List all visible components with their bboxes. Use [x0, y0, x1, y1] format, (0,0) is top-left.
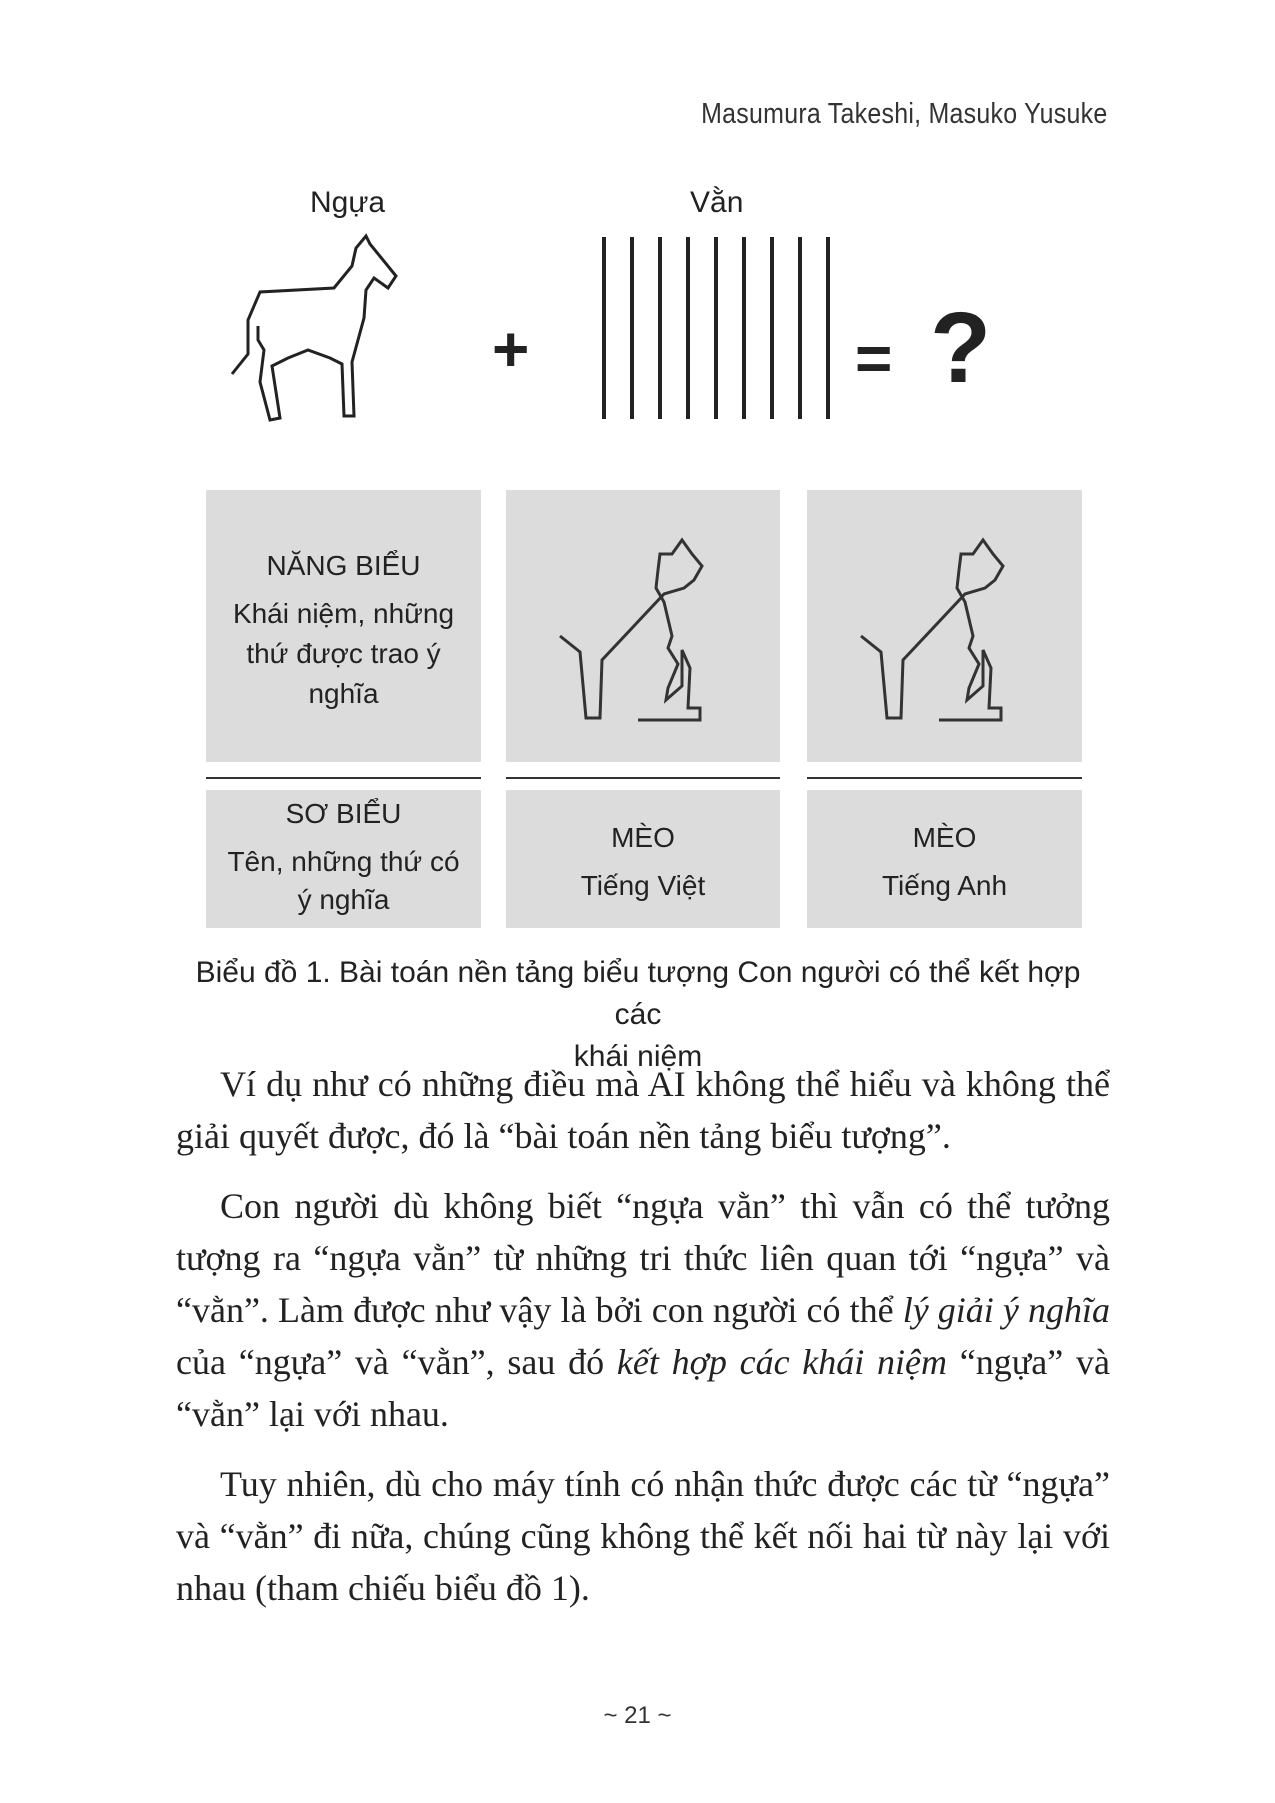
paragraph-text: của “ngựa” và “vằn”, sau đó — [176, 1342, 617, 1382]
caption-line: Biểu đồ 1. Bài toán nền tảng biểu tượng Con người có thể kết hợp các — [195, 956, 1081, 1031]
paragraph-text: “ngựa” và “vằn” lại với nhau. — [176, 1342, 1110, 1434]
plus-sign: + — [492, 313, 530, 385]
signifier-title: SƠ BIỂU — [285, 798, 402, 829]
divider-line — [807, 777, 1082, 779]
cat-en-box — [807, 790, 1082, 928]
cat-icon — [506, 490, 780, 762]
divider-line — [206, 777, 481, 779]
cat-vi-box — [506, 790, 780, 928]
page-number: ~ 21 ~ — [603, 1702, 672, 1729]
stripes-illustration — [602, 237, 830, 419]
cat-vi-language: Tiếng Việt — [580, 870, 706, 901]
horse-illustration — [228, 230, 458, 430]
stripes-label: Vằn — [690, 186, 744, 219]
paragraph-2 — [176, 1180, 1110, 1440]
signifier-desc-2: ý nghĩa — [297, 884, 390, 915]
cat-image-box-1 — [506, 490, 780, 762]
equals-sign: = — [855, 322, 893, 394]
cat-en-word: MÈO — [912, 822, 977, 853]
cat-vi-word: MÈO — [611, 822, 675, 853]
caption-line: khái niệm — [573, 1040, 703, 1073]
question-mark: ? — [930, 292, 992, 404]
emphasis-text: kết hợp các khái niệm — [616, 1342, 948, 1382]
signified-desc-1: Khái niệm, những — [232, 598, 455, 629]
signifier-box — [206, 790, 481, 928]
signified-desc-3: nghĩa — [308, 678, 379, 709]
paragraph-1: Ví dụ như có những điều mà AI không thể hiểu và không thể giải quyết được, đó là “bài toán nền tảng biểu tượng”. — [176, 1064, 1110, 1156]
divider-line — [506, 777, 780, 779]
signified-box — [206, 490, 481, 762]
running-header: Masumura Takeshi, Masuko Yusuke — [700, 98, 1107, 130]
paragraph-3: Tuy nhiên, dù cho máy tính có nhận thức được các từ “ngựa” và “vằn” đi nữa, chúng cũng không thể kết nối hai từ này lại với nhau (tham chiếu biểu đồ 1). — [176, 1464, 1110, 1608]
emphasis-text: lý giải ý nghĩa — [902, 1290, 1110, 1330]
paragraph-text: Con người dù không biết “ngựa vằn” thì vẫn có thể tưởng tượng ra “ngựa vằn” từ những tri thức liên quan tới “ngựa” và “vằn”. Làm được như vậy là bởi con người có thể — [176, 1186, 1110, 1330]
cat-image-box-2 — [807, 490, 1082, 762]
cat-en-language: Tiếng Anh — [881, 870, 1008, 901]
signifier-desc-1: Tên, những thứ có — [227, 846, 460, 877]
signified-title: NĂNG BIỂU — [266, 550, 421, 581]
signified-desc-2: thứ được trao ý — [246, 638, 441, 669]
horse-label: Ngựa — [310, 186, 386, 219]
cat-icon — [807, 490, 1082, 762]
